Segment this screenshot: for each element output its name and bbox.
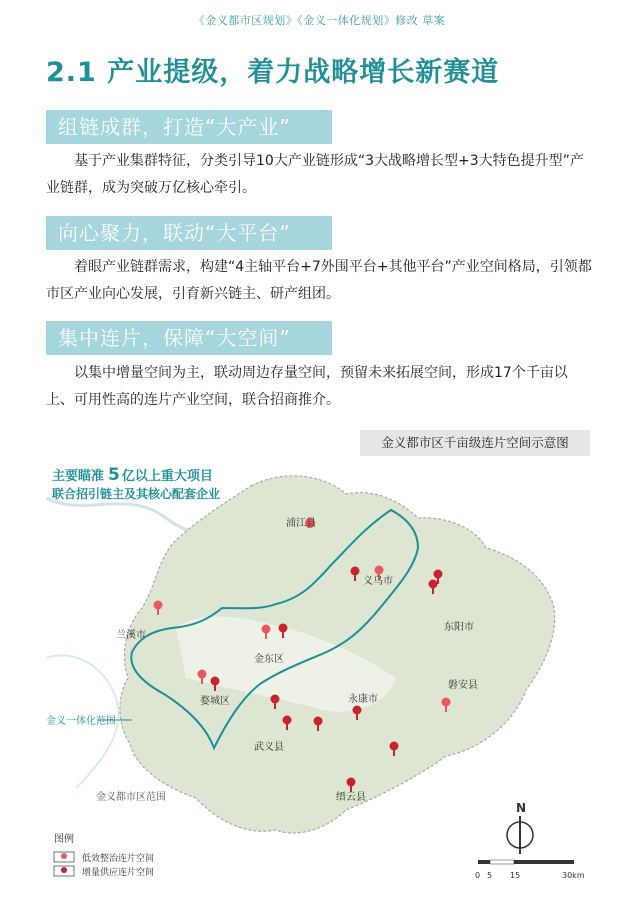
- section-heading-industry: 组链成群，打造“大产业”: [46, 110, 332, 144]
- map-note-line2: 联合招引链主及其核心配套企业: [52, 487, 221, 501]
- map-note-line1: 主要瞄准 5 亿以上重大项目: [52, 465, 213, 485]
- scale-tick: 0: [475, 871, 481, 880]
- city-label: 武义县: [254, 742, 284, 753]
- city-label: 婺城区: [200, 696, 230, 707]
- map-canvas: [46, 458, 592, 890]
- city-label: 缙云县: [336, 792, 366, 803]
- section-body-platform: 着眼产业链群需求，构建“4主轴平台+7外围平台+其他平台”产业空间格局，引领都市区产业向心发展，引育新兴链主、研产组团。: [46, 259, 592, 302]
- scale-tick: 5: [487, 871, 493, 880]
- legend-item: 低效整治连片空间: [82, 854, 155, 864]
- legend-title: 图例: [54, 834, 74, 845]
- metro-label: 金义都市区范围: [96, 792, 166, 803]
- integration-label: 金义一体化范围: [46, 716, 116, 727]
- section-body-space: 以集中增量空间为主，联动周边存量空间，预留未来拓展空间，形成17个千亩以上、可用性高的连片产业空间，联合招商推介。: [46, 365, 568, 408]
- section-body-industry: 基于产业集群特征，分类引导10大产业链形成“3大战略增长型+3大特色提升型”产业链群，成为突破万亿核心牵引。: [46, 153, 584, 196]
- map-figure: [46, 458, 592, 890]
- map-caption: 金义都市区千亩级连片空间示意图: [360, 430, 590, 456]
- section-heading-platform: 向心聚力，联动“大平台”: [46, 216, 332, 250]
- section-heading-space: 集中连片，保障“大空间”: [46, 321, 332, 355]
- city-label: 永康市: [348, 694, 378, 705]
- city-label: 东阳市: [444, 622, 474, 633]
- city-label: 磐安县: [448, 680, 478, 691]
- page-title: 2.1 产业提级，着力战略增长新赛道: [46, 57, 500, 88]
- north-label: N: [516, 801, 527, 815]
- scale-tick: 15: [510, 871, 521, 880]
- city-label: 义乌市: [363, 576, 393, 587]
- city-label: 浦江县: [286, 518, 316, 529]
- scale-tick: 30km: [562, 871, 585, 880]
- legend-marker-icon: [61, 867, 67, 873]
- legend-marker-icon: [61, 853, 67, 859]
- city-label: 金东区: [254, 654, 284, 665]
- city-label: 兰溪市: [116, 630, 146, 641]
- page-header: 《金义都市区规划》《金义一体化规划》修改 草案: [193, 14, 446, 27]
- legend-item: 增量供应连片空间: [82, 868, 155, 878]
- scale-bar: [478, 860, 574, 864]
